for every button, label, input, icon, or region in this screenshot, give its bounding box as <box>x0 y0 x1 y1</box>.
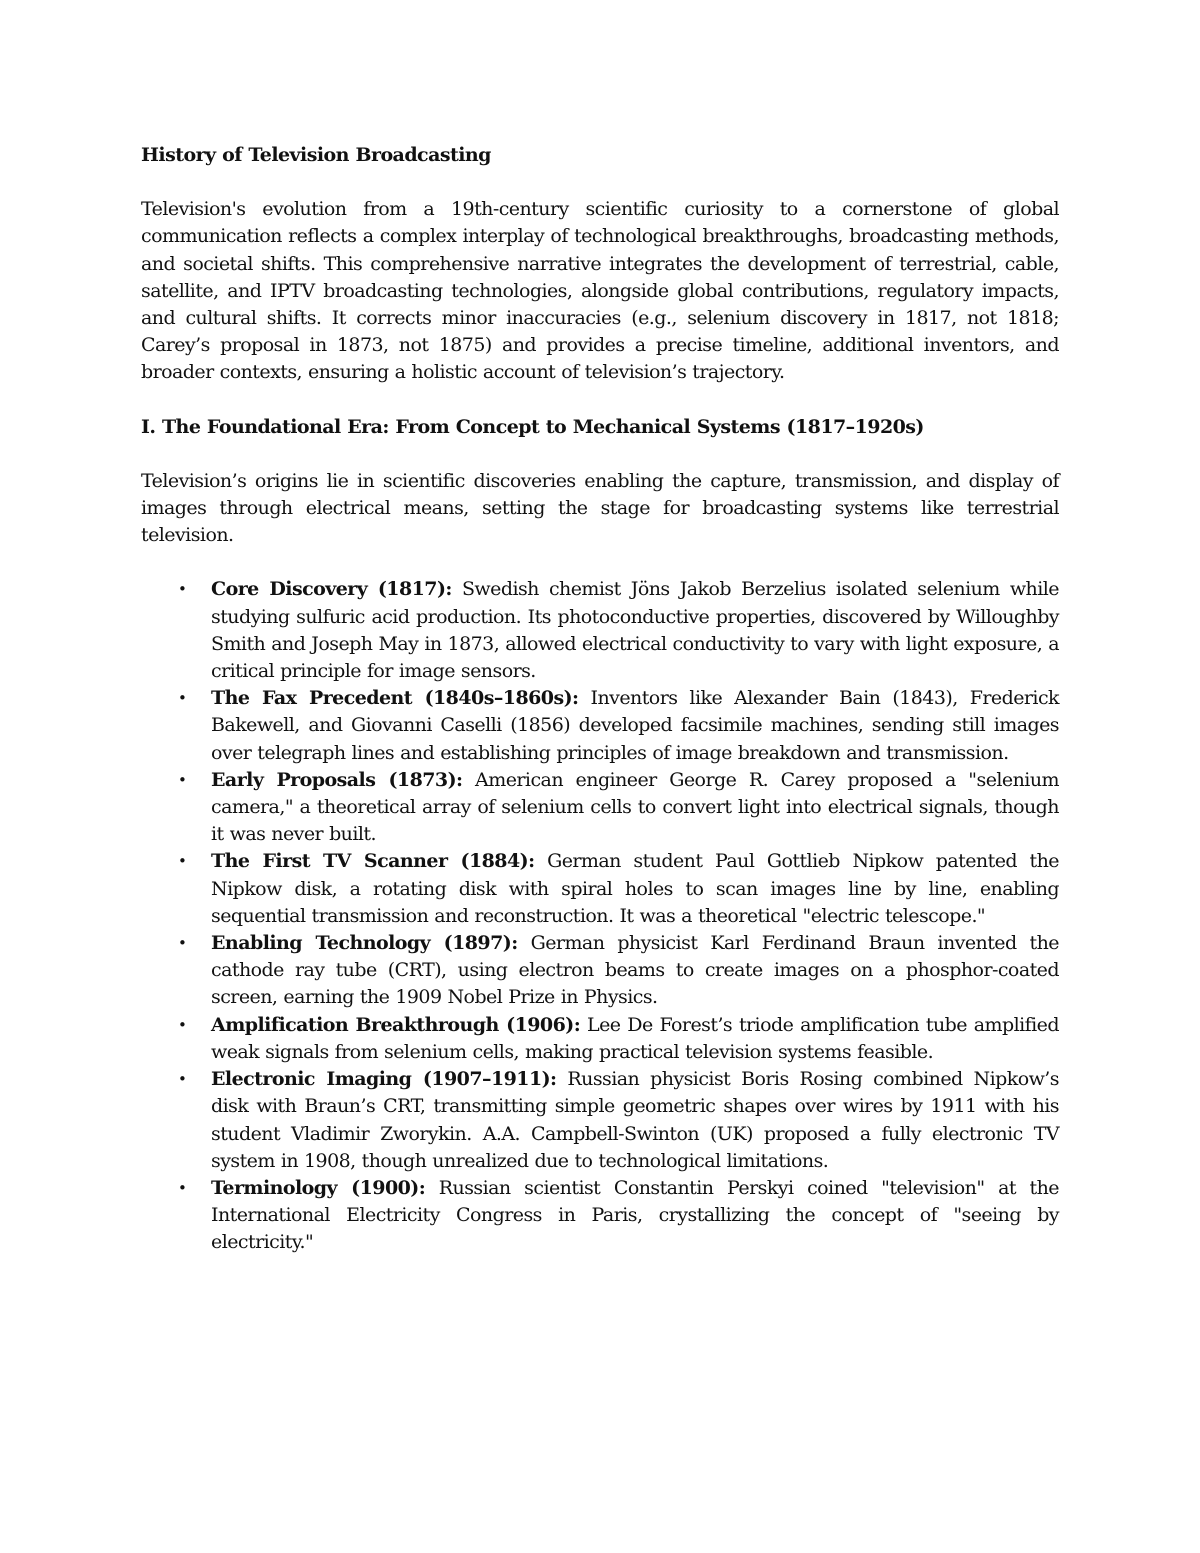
list-item-text: Inventors like Alexander Bain (1843), Frederick Bakewell, and Giovanni Caselli (1856) developed facsimile machines, sending still images over telegraph lines and establishing principles of image breakdown and transmission. <box>211 687 1059 764</box>
list-item <box>141 1012 1059 1066</box>
list-item-text: Russian scientist Constantin Perskyi coined "television" at the International Electricity Congress in Paris, crystallizing the concept of "seeing by electricity." <box>211 1176 1059 1254</box>
bullet-icon: • <box>178 1178 187 1197</box>
intro-paragraph: Television's evolution from a 19th-century scientific curiosity to a cornerstone of global communication reflects a complex interplay of technological breakthroughs, broadcasting methods, and societal shifts. This comprehensive narrative integrates the development of terrestrial, cable, satellite, and IPTV broadcasting technologies, alongside global contributions, regulatory impacts, and cultural shifts. It corrects minor inaccuracies (e.g., selenium discovery in 1817, not 1818; Carey’s proposal in 1873, not 1875) and provides a precise timeline, additional inventors, and broader contexts, ensuring a holistic account of television’s trajectory. <box>141 198 1059 384</box>
section-heading: I. The Foundational Era: From Concept to Mechanical Systems (1817–1920s) <box>141 415 924 438</box>
list-item-term: The First TV Scanner (1884): <box>211 850 535 873</box>
bullet-icon: • <box>178 1070 187 1089</box>
document-body <box>141 142 1059 1257</box>
bullet-list <box>141 576 1059 1256</box>
bullet-icon: • <box>178 770 187 789</box>
list-item-term: The Fax Precedent (1840s–1860s): <box>211 687 579 710</box>
list-item-term: Enabling Technology (1897): <box>211 932 518 955</box>
list-item-text: Russian physicist Boris Rosing combined Nipkow’s disk with Braun’s CRT, transmitting simple geometric shapes over wires by 1911 with his student Vladimir Zworykin. A.A. Campbell-Swinton (UK) proposed a fully electronic TV system in 1908, though unrealized due to technological limitations. <box>211 1068 1059 1172</box>
bullet-icon: • <box>178 580 187 599</box>
bullet-icon: • <box>178 934 187 953</box>
list-item-term: Early Proposals (1873): <box>211 768 463 791</box>
list-item-term: Core Discovery (1817): <box>211 578 452 601</box>
bullet-icon: • <box>178 689 187 708</box>
list-item-text: Lee De Forest’s triode amplification tube amplified weak signals from selenium cells, making practical television systems feasible. <box>211 1013 1059 1063</box>
list-item-term: Electronic Imaging (1907–1911): <box>211 1068 557 1091</box>
list-item <box>141 930 1059 1012</box>
list-item-term: Amplification Breakthrough (1906): <box>211 1013 581 1036</box>
list-item-text: German student Paul Gottlieb Nipkow patented the Nipkow disk, a rotating disk with spiral holes to scan images line by line, enabling sequential transmission and reconstruction. It was a theoretical "electric telescope." <box>211 850 1060 927</box>
list-item <box>141 767 1059 849</box>
bullet-icon: • <box>178 1015 187 1034</box>
list-item <box>141 685 1059 767</box>
document-title: History of Television Broadcasting <box>141 144 491 166</box>
list-item-term: Terminology (1900): <box>211 1176 426 1199</box>
list-item <box>141 576 1059 685</box>
list-item <box>141 848 1059 930</box>
list-item-text: American engineer George R. Carey proposed a "selenium camera," a theoretical array of selenium cells to convert light into electrical signals, though it was never built. <box>211 768 1059 846</box>
list-item-text: German physicist Karl Ferdinand Braun invented the cathode ray tube (CRT), using electron beams to create images on a phosphor-coated screen, earning the 1909 Nobel Prize in Physics. <box>211 932 1059 1009</box>
list-item <box>141 1175 1059 1257</box>
list-item-text: Swedish chemist Jöns Jakob Berzelius isolated selenium while studying sulfuric acid production. Its photoconductive properties, discovered by Willoughby Smith and Joseph May in 1873, allowed electrical conductivity to vary with light exposure, a critical principle for image sensors. <box>211 578 1059 683</box>
section-intro-paragraph: Television’s origins lie in scientific discoveries enabling the capture, transmission, and display of images through electrical means, setting the stage for broadcasting systems like terrestrial television. <box>141 469 1059 547</box>
bullet-icon: • <box>178 852 187 871</box>
list-item <box>141 1066 1059 1175</box>
